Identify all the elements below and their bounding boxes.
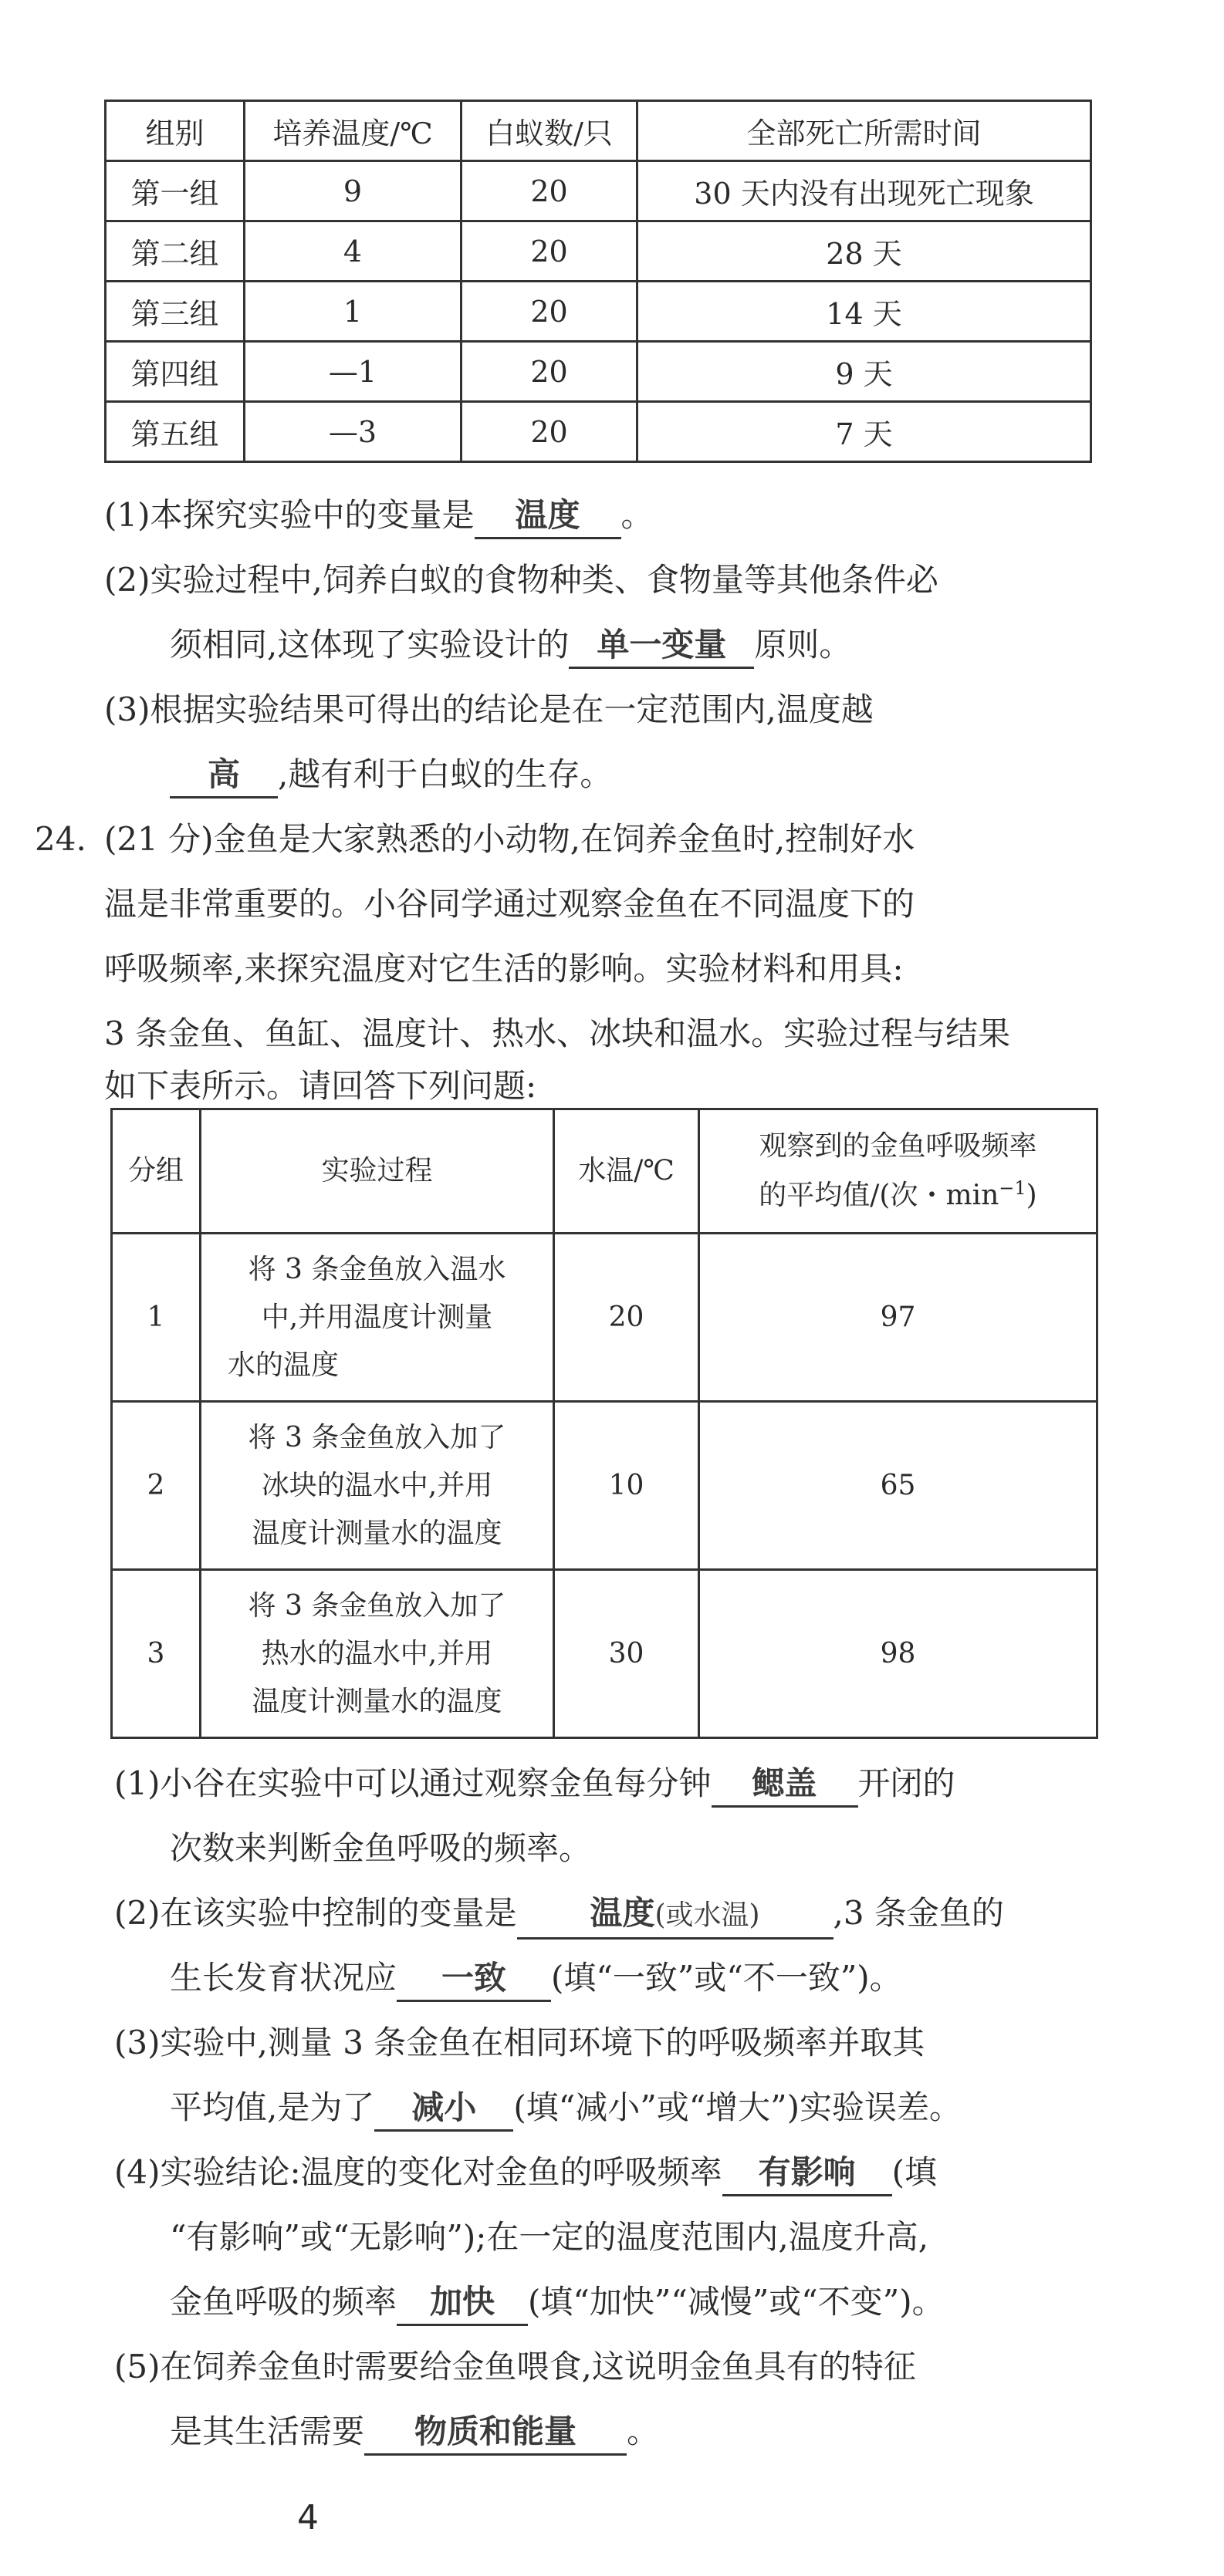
- table-row: [112, 1570, 1097, 1738]
- proc-line: 将 3 条金鱼放入加了: [248, 1421, 506, 1453]
- proc-line: 热水的温水中,并用: [261, 1637, 493, 1670]
- table-cell: 20: [462, 342, 637, 402]
- table-row: [112, 1402, 1097, 1570]
- q23-sub2-line2: [170, 623, 851, 669]
- table-cell: 第三组: [106, 282, 245, 342]
- answer-blank: 鳃盖: [712, 1762, 858, 1808]
- table-cell: 30 天内没有出现死亡现象: [637, 161, 1091, 221]
- question-text: (4)实验结论:温度的变化对金鱼的呼吸频率: [114, 2153, 722, 2191]
- table-cell: 9: [245, 161, 462, 221]
- table-cell: 20: [462, 282, 637, 342]
- table-cell: 98: [699, 1570, 1097, 1738]
- table-cell: 65: [699, 1402, 1097, 1570]
- question-text: (填“减小”或“增大”)实验误差。: [513, 2088, 962, 2126]
- q23-sub1: [104, 494, 654, 539]
- answer-text: 温度: [590, 1894, 655, 1932]
- header-cell: 实验过程: [201, 1109, 554, 1234]
- header-cell: 培养温度/℃: [245, 101, 462, 161]
- table-row: [112, 1234, 1097, 1402]
- table-cell: [201, 1570, 554, 1738]
- header-cell: 水温/℃: [554, 1109, 699, 1234]
- table-cell: 14 天: [637, 282, 1091, 342]
- header-cell: 分组: [112, 1109, 201, 1234]
- question-text: (填: [891, 2153, 938, 2191]
- table-header-row: [112, 1109, 1097, 1234]
- q24-intro-line: 温是非常重要的。小谷同学通过观察金鱼在不同温度下的: [104, 885, 915, 923]
- header-text: 的平均值/(次・min: [759, 1180, 999, 1211]
- answer-blank: 温度: [475, 494, 621, 539]
- proc-line: 中,并用温度计测量: [261, 1301, 493, 1333]
- table-cell: 第五组: [106, 402, 245, 462]
- q23-sub2-line1: (2)实验过程中,饲养白蚁的食物种类、食物量等其他条件必: [104, 561, 938, 599]
- q24-sub3-line2: [170, 2086, 962, 2132]
- answer-blank: 减小: [374, 2086, 513, 2132]
- question-text: 。: [627, 2412, 660, 2450]
- table-cell: 20: [462, 402, 637, 462]
- question-text: 。: [620, 496, 654, 534]
- answer-blank: 一致: [397, 1956, 551, 2002]
- answer-note: (或水温): [654, 1899, 760, 1931]
- table-cell: 10: [554, 1402, 699, 1570]
- question-text: 须相同,这体现了实验设计的: [170, 626, 570, 663]
- proc-line: 将 3 条金鱼放入加了: [248, 1589, 506, 1622]
- table-cell: 第四组: [106, 342, 245, 402]
- question-text: (1)本探究实验中的变量是: [104, 496, 475, 534]
- header-line: 观察到的金鱼呼吸频率: [759, 1130, 1037, 1162]
- table-row: [106, 221, 1091, 282]
- q24-sub3-line1: (3)实验中,测量 3 条金鱼在相同环境下的呼吸频率并取其: [114, 2024, 925, 2061]
- question-text: 是其生活需要: [170, 2412, 365, 2450]
- table-cell: 4: [245, 221, 462, 282]
- q24-sub1-line1: [114, 1762, 955, 1808]
- table-cell: 28 天: [637, 221, 1091, 282]
- table-header-row: [106, 101, 1091, 161]
- table-cell: 20: [462, 161, 637, 221]
- table-row: [106, 161, 1091, 221]
- answer-blank: 单一变量: [569, 623, 754, 669]
- question-text: 平均值,是为了: [170, 2088, 375, 2126]
- question-text: ,越有利于白蚁的生存。: [278, 755, 613, 793]
- superscript: −1: [999, 1177, 1026, 1199]
- q24-sub4-line1: [114, 2151, 937, 2196]
- q24-intro-line: (21 分)金鱼是大家熟悉的小动物,在饲养金鱼时,控制好水: [104, 820, 915, 858]
- question-text: (填“加快”“减慢”或“不变”)。: [528, 2283, 945, 2321]
- page-number: 4: [297, 2498, 319, 2537]
- table-row: [106, 342, 1091, 402]
- question-text: (填“一致”或“不一致”)。: [551, 1959, 902, 1997]
- header-cell: 组别: [106, 101, 245, 161]
- table-cell: 3: [112, 1570, 201, 1738]
- proc-line: 水的温度: [228, 1349, 340, 1381]
- table-cell: 1: [245, 282, 462, 342]
- q24-sub1-line2: 次数来判断金鱼呼吸的频率。: [170, 1829, 592, 1867]
- q24-sub2-line2: [170, 1956, 902, 2002]
- table-cell: 9 天: [637, 342, 1091, 402]
- q24-sub5-line1: (5)在饲养金鱼时需要给金鱼喂食,这说明金鱼具有的特征: [114, 2348, 916, 2385]
- answer-blank: 加快: [397, 2281, 528, 2326]
- q24-intro-line: 3 条金鱼、鱼缸、温度计、热水、冰块和温水。实验过程与结果: [104, 1015, 1011, 1052]
- q23-sub3-line2: [170, 753, 612, 798]
- header-text: ): [1026, 1180, 1037, 1211]
- question-text: 原则。: [754, 626, 852, 663]
- table-cell: 第二组: [106, 221, 245, 282]
- q24-intro-line: 呼吸频率,来探究温度对它生活的影响。实验材料和用具:: [104, 950, 904, 988]
- table-cell: 20: [462, 221, 637, 282]
- q24-intro-line: 如下表所示。请回答下列问题:: [104, 1067, 537, 1105]
- header-line: [700, 1167, 1096, 1217]
- proc-line: 温度计测量水的温度: [252, 1685, 502, 1717]
- header-cell: 白蚁数/只: [462, 101, 637, 161]
- table-cell: 1: [112, 1234, 201, 1402]
- question-text: 金鱼呼吸的频率: [170, 2283, 397, 2321]
- table-cell: 30: [554, 1570, 699, 1738]
- question-text: (1)小谷在实验中可以通过观察金鱼每分钟: [114, 1764, 712, 1802]
- goldfish-table: [110, 1108, 1098, 1739]
- table-cell: 2: [112, 1402, 201, 1570]
- q24-sub2-line1: [114, 1892, 1004, 1940]
- answer-blank: [517, 1892, 833, 1940]
- header-cell: [699, 1109, 1097, 1234]
- proc-line: 冰块的温水中,并用: [261, 1469, 493, 1501]
- question-text: (2)在该实验中控制的变量是: [114, 1894, 517, 1932]
- table-cell: —3: [245, 402, 462, 462]
- table-cell: [201, 1402, 554, 1570]
- answer-blank: 高: [170, 753, 278, 798]
- q24-sub4-line2: “有影响”或“无影响”);在一定的温度范围内,温度升高,: [170, 2218, 929, 2256]
- proc-line: 将 3 条金鱼放入温水: [248, 1253, 506, 1285]
- header-cell: 全部死亡所需时间: [637, 101, 1091, 161]
- table-row: [106, 402, 1091, 462]
- q23-sub3-line1: (3)根据实验结果可得出的结论是在一定范围内,温度越: [104, 690, 874, 728]
- proc-line: 温度计测量水的温度: [252, 1517, 502, 1549]
- answer-blank: 有影响: [722, 2151, 892, 2196]
- termite-table: [104, 100, 1092, 463]
- table-cell: 7 天: [637, 402, 1091, 462]
- table-cell: 第一组: [106, 161, 245, 221]
- question-text: ,3 条金鱼的: [833, 1894, 1004, 1932]
- answer-blank: 物质和能量: [364, 2410, 627, 2456]
- q24-number: 24.: [35, 820, 86, 858]
- table-cell: —1: [245, 342, 462, 402]
- table-cell: [201, 1234, 554, 1402]
- q24-sub4-line3: [170, 2281, 945, 2326]
- question-text: 生长发育状况应: [170, 1959, 397, 1997]
- table-cell: 97: [699, 1234, 1097, 1402]
- table-cell: 20: [554, 1234, 699, 1402]
- table-row: [106, 282, 1091, 342]
- question-text: 开闭的: [857, 1764, 955, 1802]
- q24-sub5-line2: [170, 2410, 659, 2456]
